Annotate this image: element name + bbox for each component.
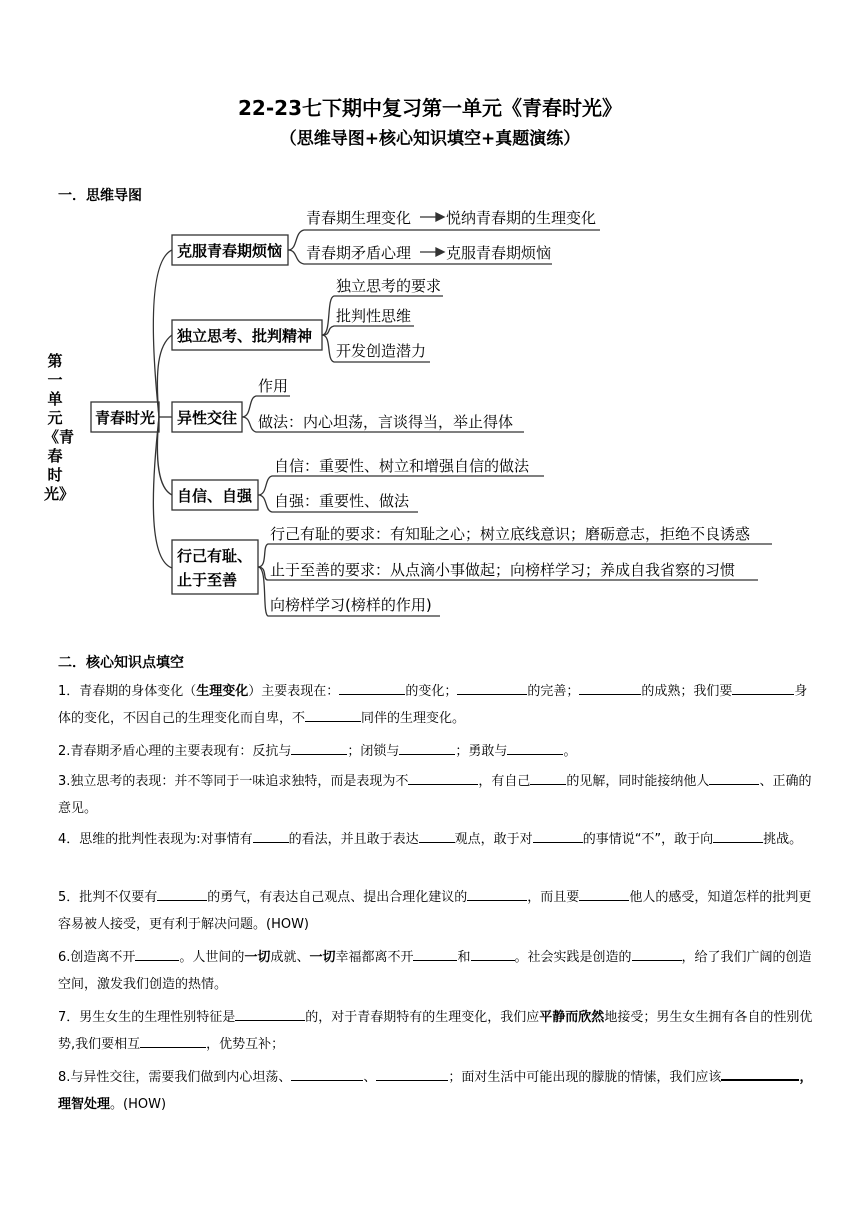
blank[interactable] [140,1033,206,1048]
section-heading-mindmap: 一．思维导图 [58,188,142,204]
blank[interactable] [413,946,457,961]
branch-1-item-1: 青春期生理变化 [306,209,412,227]
branch-5-item-3: 向榜样学习(榜样的作用) [270,596,432,614]
branch-1-item-4: 克服青春期烦恼 [446,244,552,262]
page-title: 22-23七下期中复习第一单元《青春时光》 [238,96,622,120]
blank[interactable] [339,680,405,695]
branch-1-item-3: 青春期矛盾心理 [306,244,412,262]
branch-2-item-2: 批判性思维 [336,307,412,325]
branch-2-item-3: 开发创造潜力 [336,342,427,360]
blank[interactable] [253,828,289,843]
question-2: 2.青春期矛盾心理的主要表现有：反抗与 ；闭锁与 ；勇敢与 。 [58,738,814,765]
blank[interactable] [291,740,347,755]
blank[interactable] [530,770,566,785]
blank[interactable] [408,770,478,785]
branch-5-label-1: 行己有耻、 [177,547,253,565]
blank[interactable] [632,946,682,961]
question-6: 6.创造离不开 。人世间的一切成就、一切幸福都离不开 和 。社会实践是创造的 ，给了我们广阔的创造空间，激发我们创造的热情。 [58,944,814,998]
blank[interactable] [235,1006,305,1021]
branch-5-label-2: 止于至善 [177,571,238,589]
blank[interactable] [457,680,527,695]
question-1: 1．青春期的身体变化（生理变化）主要表现在： 的变化； 的完善； 的成熟；我们要 身体的变化，不因自己的生理变化而自卑，不 同伴的生理变化。 [58,678,814,732]
branch-5-item-1: 行己有耻的要求：有知耻之心；树立底线意识；磨砺意志，拒绝不良诱惑 [270,525,751,543]
branch-3-item-2: 做法：内心坦荡，言谈得当，举止得体 [258,413,514,431]
blank[interactable] [579,886,629,901]
blank[interactable] [507,740,563,755]
branch-4-item-2: 自强：重要性、做法 [274,492,410,510]
question-8: 8.与异性交往，需要我们做到内心坦荡、 、 ；面对生活中可能出现的朦胧的情愫，我们应该 ，理智处理。(HOW) [58,1064,814,1118]
blank[interactable] [533,828,583,843]
mindmap-root: 青春时光 [95,409,156,427]
branch-3-item-1: 作用 [258,377,289,395]
blank[interactable] [471,946,515,961]
branch-1-label: 克服青春期烦恼 [177,242,283,260]
branch-4-label: 自信、自强 [177,487,253,505]
blank[interactable] [467,886,527,901]
blank[interactable] [291,1066,363,1081]
branch-2-item-1: 独立思考的要求 [336,277,442,295]
branch-5-item-2: 止于至善的要求：从点滴小事做起；向榜样学习；养成自我省察的习惯 [270,561,736,579]
question-5: 5．批判不仅要有 的勇气，有表达自己观点、提出合理化建议的 ，而且要 他人的感受，知道怎样的批判更容易被人接受，更有利于解决问题。(HOW) [58,884,814,938]
blank[interactable] [135,946,179,961]
blank[interactable] [157,886,207,901]
blank[interactable] [376,1066,448,1081]
blank[interactable] [713,828,763,843]
blank[interactable] [399,740,455,755]
blank[interactable] [305,707,361,722]
section-heading-fill: 二．核心知识点填空 [58,655,184,671]
question-3: 3.独立思考的表现：并不等同于一味追求独特，而是表现为不 ，有自己 的见解，同时能接纳他人 、正确的意见。 [58,768,814,822]
branch-4-item-1: 自信：重要性、树立和增强自信的做法 [274,457,530,475]
blank[interactable] [419,828,455,843]
blank[interactable] [732,680,794,695]
question-4: 4．思维的批判性表现为:对事情有 的看法，并且敢于表达 观点，敢于对 的事情说“不”，敢于向 挑战。 [58,826,814,853]
blank[interactable] [709,770,759,785]
question-7: 7．男生女生的生理性别特征是 的，对于青春期特有的生理变化，我们应平静而欣然地接受；男生女生拥有各自的性别优势,我们要相互 ，优势互补； [58,1004,814,1058]
mindmap-side-label: 第一单元《青春时光》 [44,352,75,503]
branch-1-item-2: 悦纳青春期的生理变化 [446,209,597,227]
branch-3-label: 异性交往 [177,409,238,427]
page-subtitle: （思维导图+核心知识填空+真题演练） [279,129,581,149]
branch-2-label: 独立思考、批判精神 [177,327,313,345]
blank[interactable] [579,680,641,695]
blank[interactable] [721,1065,799,1081]
